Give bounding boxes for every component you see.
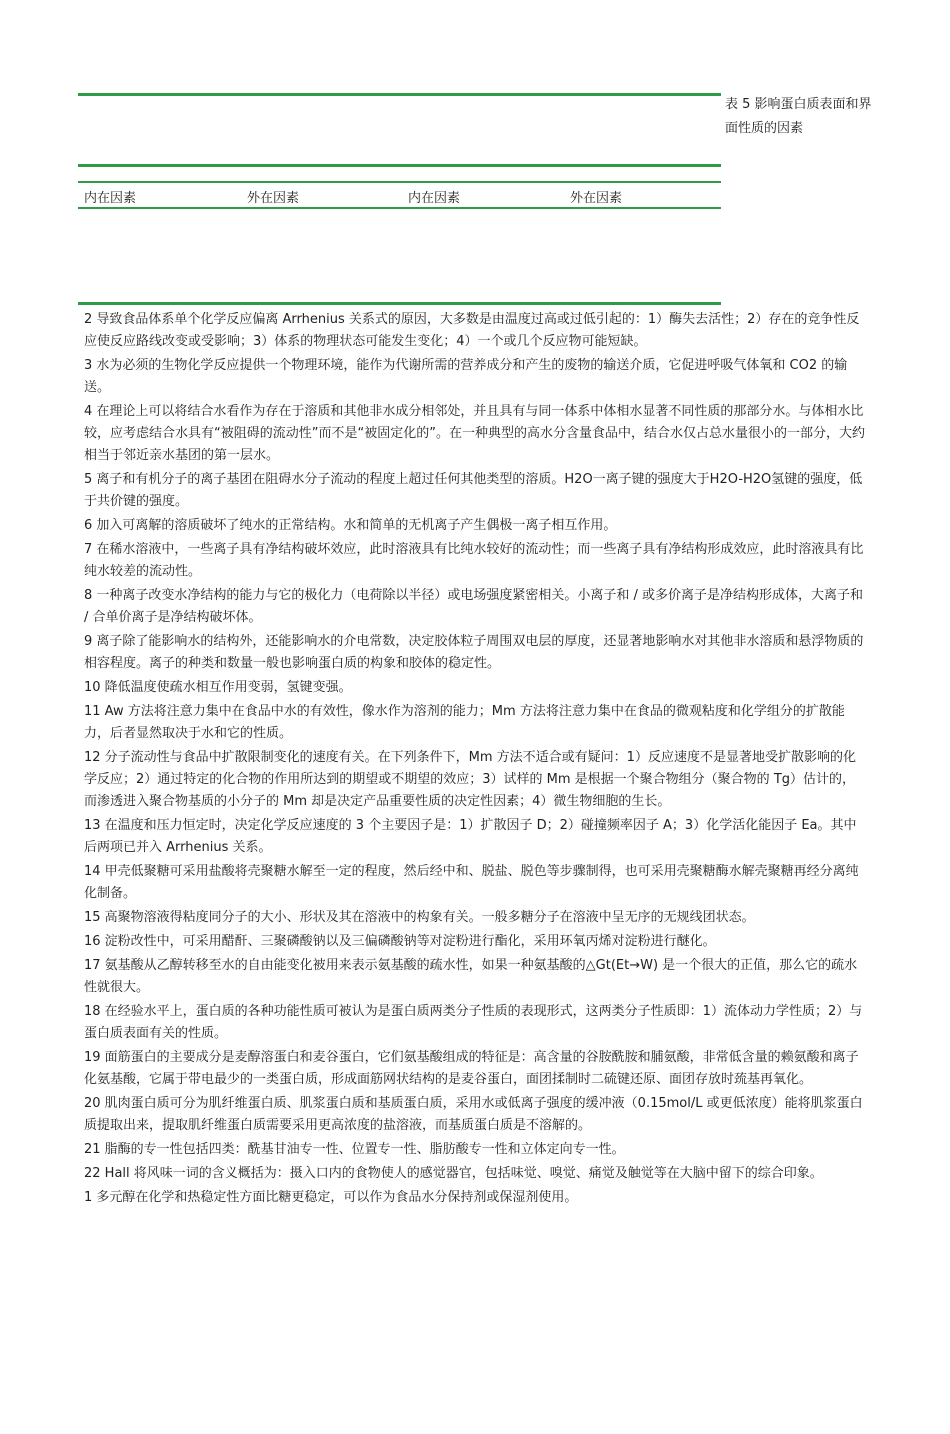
header-internal-factors-2: 内在因素 (408, 191, 461, 206)
table-top-rule (78, 93, 721, 96)
header-external-factors-2: 外在因素 (570, 191, 623, 206)
list-item: 5 离子和有机分子的离子基团在阻碍水分子流动的程度上超过任何其他类型的溶质。H2O一离子键的强度大于H2O-H2O氢键的强度，低于共价键的强度。 (84, 472, 863, 509)
header-internal-factors-1: 内在因素 (84, 191, 137, 206)
list-item: 8 一种离子改变水净结构的能力与它的极化力（电荷除以半径）或电场强度紧密相关。小离子和 / 或多价离子是净结构形成体，大离子和 / 合单价离子是净结构破坏体。 (84, 588, 864, 625)
table-rule-2 (78, 164, 721, 167)
list-item: 3 水为必须的生物化学反应提供一个物理环境，能作为代谢所需的营养成分和产生的废物的输送介质，它促进呼吸气体氧和 CO2 的输送。 (84, 358, 848, 395)
header-external-factors-1: 外在因素 (247, 191, 300, 206)
question-list (84, 309, 866, 1211)
list-item: 16 淀粉改性中，可采用醋酐、三聚磷酸钠以及三偏磷酸钠等对淀粉进行酯化，采用环氧丙烯对淀粉进行醚化。 (84, 934, 716, 949)
table-rule-3 (78, 181, 721, 183)
list-item: 20 肌肉蛋白质可分为肌纤维蛋白质、肌浆蛋白质和基质蛋白质，采用水或低离子强度的缓冲液（0.15mol/L 或更低浓度）能将肌浆蛋白质提取出来，提取肌纤维蛋白质需要采用更高浓度的盐溶液，而基质蛋白质是不溶解的。 (84, 1096, 863, 1133)
list-item: 21 脂酶的专一性包括四类：酰基甘油专一性、位置专一性、脂肪酸专一性和立体定向专一性。 (84, 1142, 625, 1157)
table-bottom-rule (78, 302, 721, 305)
list-item: 17 氨基酸从乙醇转移至水的自由能变化被用来表示氨基酸的疏水性，如果一种氨基酸的△Gt(Et→W) 是一个很大的正值，那么它的疏水性就很大。 (84, 958, 858, 995)
list-item: 4 在理论上可以将结合水看作为存在于溶质和其他非水成分相邻处，并且具有与同一体系中体相水显著不同性质的那部分水。与体相水比较，应考虑结合水具有“被阻碍的流动性”而不是“被固定化的”。在一种典型的高水分含量食品中，结合水仅占总水量很小的一部分，大约相当于邻近亲水基团的第一层水。 (84, 404, 865, 463)
table-caption: 表 5 影响蛋白质表面和界面性质的因素 (725, 97, 872, 136)
list-item: 13 在温度和压力恒定时，决定化学反应速度的 3 个主要因子是：1）扩散因子 D；2）碰撞频率因子 A；3）化学活化能因子 Ea。其中后两项已并入 Arrhenius 关系。 (84, 818, 857, 855)
list-item: 19 面筋蛋白的主要成分是麦醇溶蛋白和麦谷蛋白，它们氨基酸组成的特征是：高含量的谷胺酰胺和脯氨酸，非常低含量的赖氨酸和离子化氨基酸，它属于带电最少的一类蛋白质，形成面筋网状结构的是麦谷蛋白，面团揉制时二硫键还原、面团存放时巯基再氧化。 (84, 1050, 859, 1087)
list-item: 22 Hall 将风味一词的含义概括为：摄入口内的食物使人的感觉器官，包括味觉、嗅觉、痛觉及触觉等在大脑中留下的综合印象。 (84, 1166, 823, 1181)
list-item: 1 多元醇在化学和热稳定性方面比糖更稳定，可以作为食品水分保持剂或保湿剂使用。 (84, 1190, 578, 1205)
list-item: 15 高聚物溶液得粘度同分子的大小、形状及其在溶液中的构象有关。一般多糖分子在溶液中呈无序的无规线团状态。 (84, 910, 755, 925)
list-item: 10 降低温度使疏水相互作用变弱，氢键变强。 (84, 680, 352, 695)
list-item: 18 在经验水平上，蛋白质的各种功能性质可被认为是蛋白质两类分子性质的表现形式，这两类分子性质即：1）流体动力学性质；2）与蛋白质表面有关的性质。 (84, 1004, 863, 1041)
table-header-row (84, 187, 724, 209)
list-item: 2 导致食品体系单个化学反应偏离 Arrhenius 关系式的原因，大多数是由温度过高或过低引起的：1）酶失去活性；2）存在的竞争性反应使反应路线改变或受影响；3）体系的物理状态可能发生变化；4）一个或几个反应物可能短缺。 (84, 312, 860, 349)
list-item: 14 甲壳低聚糖可采用盐酸将壳聚糖水解至一定的程度，然后经中和、脱盐、脱色等步骤制得，也可采用壳聚糖酶水解壳聚糖再经分离纯化制备。 (84, 864, 859, 901)
list-item: 7 在稀水溶液中，一些离子具有净结构破坏效应，此时溶液具有比纯水较好的流动性；而一些离子具有净结构形成效应，此时溶液具有比纯水较差的流动性。 (84, 542, 864, 579)
list-item: 9 离子除了能影响水的结构外，还能影响水的介电常数，决定胶体粒子周围双电层的厚度，还显著地影响水对其他非水溶质和悬浮物质的相容程度。离子的种类和数量一般也影响蛋白质的构象和胶体的稳定性。 (84, 634, 864, 671)
list-item: 12 分子流动性与食品中扩散限制变化的速度有关。在下列条件下，Mm 方法不适合或有疑问：1）反应速度不是显著地受扩散影响的化学反应；2）通过特定的化合物的作用所达到的期望或不期望的效应；3）试样的 Mm 是根据一个聚合物组分（聚合物的 Tg）估计的，而渗透进入聚合物基质的小分子的 Mm 却是决定产品重要性质的决定性因素；4）微生物细胞的生长。 (84, 750, 856, 809)
list-item: 6 加入可离解的溶质破坏了纯水的正常结构。水和简单的无机离子产生偶极一离子相互作用。 (84, 518, 617, 533)
list-item: 11 Aw 方法将注意力集中在食品中水的有效性，像水作为溶剂的能力；Mm 方法将注意力集中在食品的微观粘度和化学组分的扩散能力，后者显然取决于水和它的性质。 (84, 704, 845, 741)
